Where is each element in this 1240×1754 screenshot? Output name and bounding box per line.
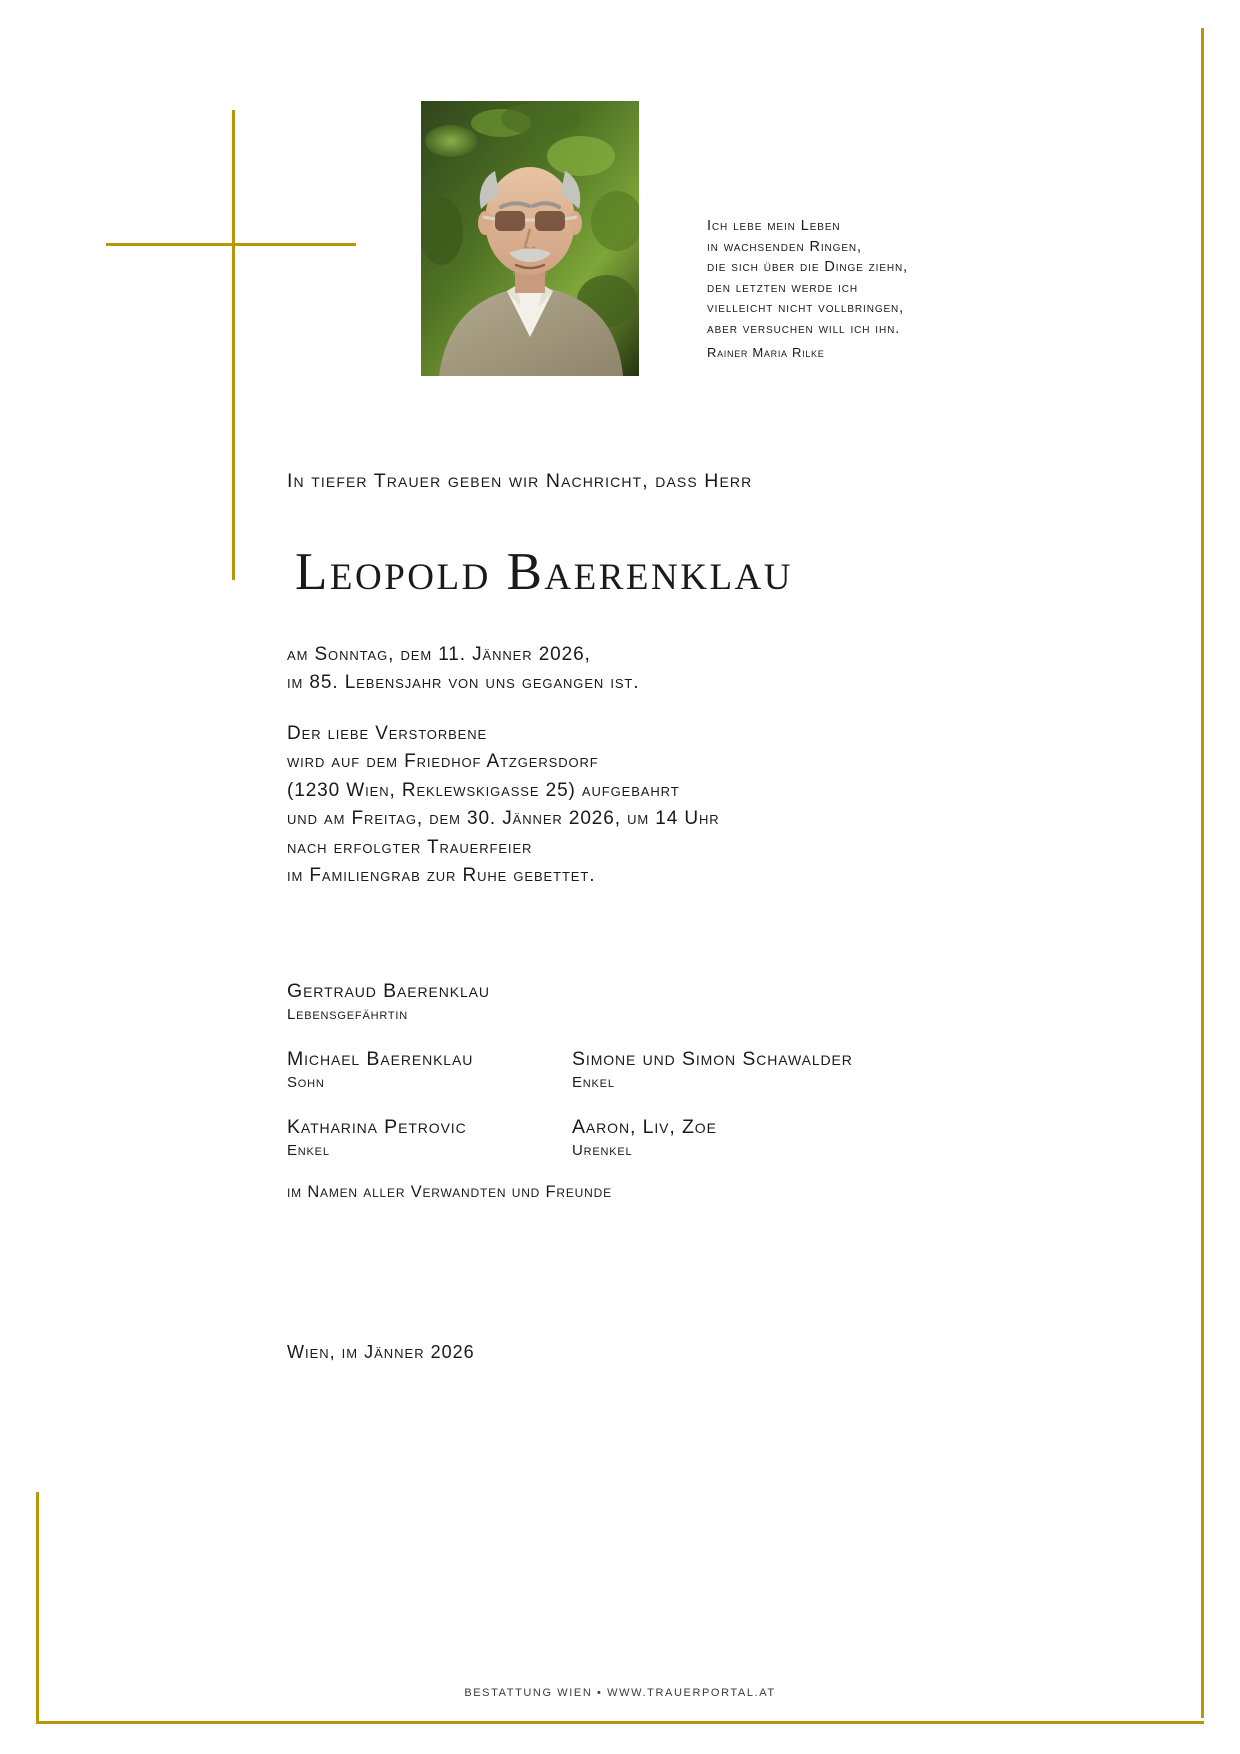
portrait-photo [421, 101, 639, 376]
quote-line: die sich über die Dinge ziehn, [707, 259, 909, 275]
survivor-row [287, 979, 987, 1025]
announcement-intro: In tiefer Trauer geben wir Nachricht, dass Herr [287, 470, 753, 492]
cross-icon-horizontal-bar [106, 243, 356, 246]
death-details [287, 641, 987, 698]
quote-author: Rainer Maria Rilke [707, 345, 825, 360]
funeral-details [287, 720, 987, 891]
funeral-line: im Familiengrab zur Ruhe gebettet. [287, 865, 596, 887]
deceased-name: Leopold Baerenklau [295, 543, 793, 601]
place-and-date: Wien, im Jänner 2026 [287, 1341, 475, 1362]
survivor-row [287, 1047, 987, 1093]
survivor-entry [287, 1115, 572, 1161]
obituary-content [287, 470, 987, 1363]
survivor-relation: Enkel [572, 1073, 615, 1091]
survivor-relation: Sohn [287, 1073, 325, 1091]
page-border-bottom [36, 1721, 1204, 1724]
survivor-relation: Urenkel [572, 1141, 633, 1159]
cross-icon-vertical-bar [232, 110, 235, 580]
survivor-name: Aaron, Liv, Zoe [572, 1115, 717, 1138]
memorial-quote [707, 216, 1007, 360]
quote-line: Ich lebe mein Leben [707, 218, 841, 234]
funeral-line: (1230 Wien, Reklewskigasse 25) aufgebahrt [287, 779, 680, 801]
page-border-right [1201, 28, 1204, 1718]
survivor-entry [572, 1047, 992, 1093]
quote-line: vielleicht nicht vollbringen, [707, 300, 905, 316]
quote-line: aber versuchen will ich ihn. [707, 320, 901, 337]
survivor-relation: Enkel [287, 1141, 330, 1159]
quote-line: den letzten werde ich [707, 279, 858, 296]
page-footer: BESTATTUNG WIEN • WWW.TRAUERPORTAL.AT [464, 1687, 776, 1699]
survivor-entry [572, 1115, 992, 1161]
survivor-entry [287, 1047, 572, 1093]
survivors-list [287, 979, 987, 1202]
funeral-line: nach erfolgter Trauerfeier [287, 836, 533, 858]
quote-line: in wachsenden Ringen, [707, 238, 862, 255]
survivor-name: Michael Baerenklau [287, 1047, 474, 1070]
survivor-name: Gertraud Baerenklau [287, 979, 490, 1002]
survivor-row [287, 1115, 987, 1161]
death-line: im 85. Lebensjahr von uns gegangen ist. [287, 672, 640, 694]
portrait-image [421, 101, 639, 376]
survivor-relation: Lebensgefährtin [287, 1005, 408, 1023]
survivor-name: Simone und Simon Schawalder [572, 1047, 853, 1070]
funeral-line: und am Freitag, dem 30. Jänner 2026, um 14 Uhr [287, 808, 720, 830]
on-behalf-note: im Namen aller Verwandten und Freunde [287, 1182, 612, 1201]
survivor-entry [287, 979, 572, 1025]
funeral-line: Der liebe Verstorbene [287, 722, 488, 744]
death-line: am Sonntag, dem 11. Jänner 2026, [287, 643, 591, 665]
survivor-name: Katharina Petrovic [287, 1115, 467, 1138]
funeral-line: wird auf dem Friedhof Atzgersdorf [287, 751, 599, 773]
